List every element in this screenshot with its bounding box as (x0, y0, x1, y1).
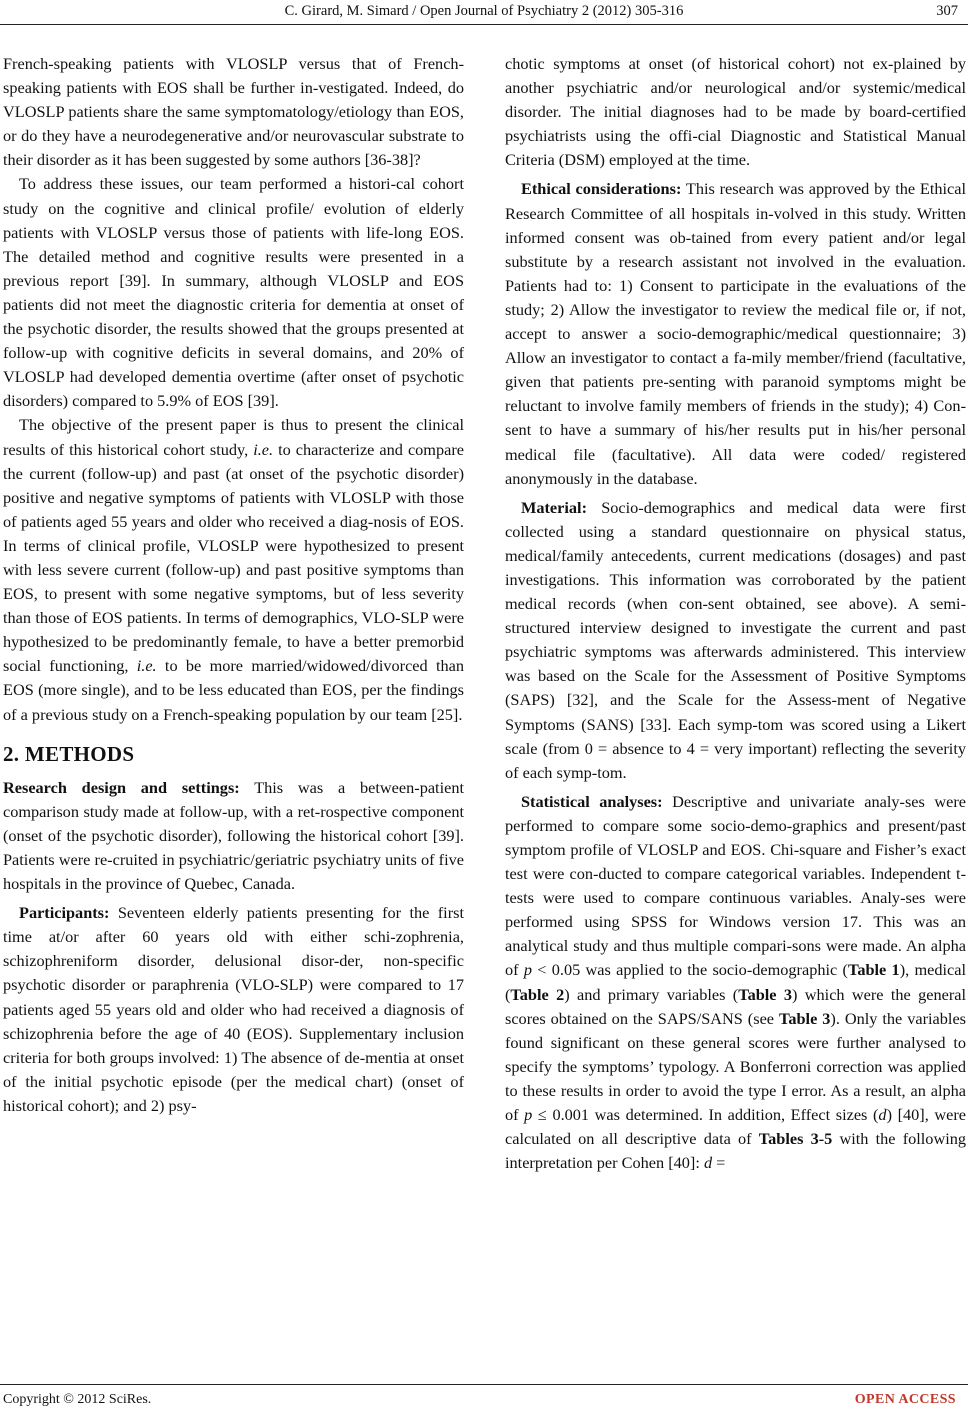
research-design-label: Research design and settings: (3, 777, 240, 797)
right-column (505, 52, 966, 1175)
statistics-text-i: with the following interpretation per Cohen [40]: (505, 1129, 967, 1173)
statistics-text-f: ). Only the variables found significant on these general scores were further analysed to specify the symptoms’ typology. A Bonferroni correction was applied to these results in order to avoid the type I error. As a result, an alpha of (505, 1008, 967, 1125)
d-symbol-2: d (703, 1153, 713, 1173)
objective-text-a: The objective of the present paper is thus to present the clinical results of this historical cohort study, (3, 415, 464, 459)
material-paragraph (505, 496, 966, 785)
statistics-text-b: < 0.05 was applied to the socio-demographic ( (532, 960, 848, 980)
table-3-ref: Table 3 (738, 984, 793, 1004)
statistics-text-g: ≤ 0.001 was determined. In addition, Effect sizes ( (532, 1105, 879, 1125)
statistics-text-c: ), medical ( (505, 960, 966, 1004)
statistics-label: Statistical analyses: (521, 791, 663, 811)
ethics-paragraph (505, 177, 966, 490)
page-header (0, 0, 968, 22)
participants-label: Participants: (19, 903, 110, 923)
statistics-paragraph (505, 790, 966, 1176)
table-3-ref-2: Table 3 (778, 1008, 831, 1028)
ethics-label: Ethical considerations: (521, 179, 682, 199)
left-column (3, 52, 464, 1118)
material-text: Socio-demographics and medical data were first collected using a standard questionnaire on physical status, medical/family antecedents, current medications (dosages) and past investigations. This information was corroborated by the patient medical records (when con-sent obtained, see above). A semi-structured interview designed to investigate the current and past psychiatric symptoms was afterwards administered. This interview was based on the Scale for the Assessment of Positive Symptoms (SAPS) [32], and the Scale for the Assess-ment of Negative Symptoms (SANS) [33]. Each symp-tom was scored using a Likert scale (from 0 = absence to 4 = very important) reflecting the severity of each symp-tom. (505, 497, 966, 782)
tables-3-5-ref: Tables 3-5 (758, 1129, 833, 1149)
statistics-text-e: ) which were the general scores obtained on the SAPS/SANS (see (505, 984, 966, 1028)
table-2-ref: Table 2 (510, 984, 565, 1004)
research-design-paragraph (3, 776, 464, 896)
ie-abbrev-2: i.e. (136, 656, 157, 676)
intro-paragraph-2: To address these issues, our team performed a histori-cal cohort study on the cognitive and clinical profile/ evolution of elderly patients with VLOSLP versus those of patients with life-long EOS. The detailed method and cognitive results were presented in a previous report [39]. In summary, although VLOSLP and EOS patients did not meet the diagnostic criteria for dementia at onset of the psychotic disorder, the results showed that the groups presented at follow-up with cognitive deficits in several domains, and 20% of VLOSLP had developed dementia overtime (after onset of psychotic disorders) compared to 5.9% of EOS [39]. (3, 174, 464, 411)
material-label: Material: (521, 497, 587, 517)
statistics-text-h: ) [40], were calculated on all descriptive data of (505, 1105, 967, 1149)
participants-text: Seventeen elderly patients presenting for the first time at/or after 60 years old with either schi-zophrenia, schizophreniform disorder, delusional disor-der, non-specific psychotic disorder or paraphrenia (VLO-SLP) were compared to 17 patients aged 55 years old and older who had received a diagnosis of schizophrenia before the age of 40 (EOS). Supplementary inclusion criteria for both groups involved: 1) The absence of de-mentia at onset of the initial psychotic episode (per the medical chart) (onset of historical cohort); and 2) psy- (3, 903, 464, 1115)
p-symbol-1: p (523, 960, 532, 980)
statistics-text-a: Descriptive and univariate analy-ses were performed to compare some socio-demo-graphics and present/past symptom profile of VLOSLP and EOS. Chi-square and Fisher’s exact test were con-ducted to compare categorical variables. Independent t-tests were used to compare continuous variables. Analy-ses were performed using SPSS for Windows version 17. This was an analytical study and thus multiple compari-sons were made. An alpha of (505, 791, 967, 980)
running-title: C. Girard, M. Simard / Open Journal of Psychiatry 2 (2012) 305-316 (284, 3, 684, 19)
participants-continued: chotic symptoms at onset (of historical cohort) not ex-plained by another psychiatric and/or neurological and/or systemic/medical disorder. The initial diagnoses had to be made by board-certified psychiatrists using the offi-cial Diagnostic and Statistical Manual Criteria (DSM) employed at the time. (505, 54, 966, 170)
page-number: 307 (936, 3, 958, 19)
objective-paragraph (3, 413, 464, 726)
research-design-text: This was a between-patient comparison study made at follow-up, with a ret-rospective component (onset of the psychotic disorder), following the historical cohort [39]. Patients were re-cruited in psychiatric/geriatric psychiatry units of five hospitals in the province of Quebec, Canada. (3, 777, 464, 894)
methods-heading: 2. METHODS (3, 741, 135, 766)
objective-text-b: to characterize and compare the current (follow-up) and past (at onset of the psychotic disorder) positive and negative symptoms of patients with VLOSLP with those of patients aged 55 years and older who received a diag-nosis of EOS. In terms of clinical profile, VLOSLP were hypothesized to present with less severe current (follow-up) and past positive symptoms than EOS, to present with some negative symptoms, but of less severity than those of EOS patients. In terms of demographics, VLO-SLP were hypothesized to be predominantly female, to have a better premorbid social functioning, (3, 439, 464, 676)
intro-paragraph-1: French-speaking patients with VLOSLP versus that of French-speaking patients with EOS shall be further in-vestigated. Indeed, do VLOSLP patients share the same symptomatology/etiology than EOS, or do they have a neurodegenerative and/or neurovascular substrate to their disorder as it has been suggested by some authors [36-38]? (3, 54, 464, 170)
statistics-text-j: = (712, 1153, 726, 1173)
ethics-text: This research was approved by the Ethical Research Committee of all hospitals in-volved in this study. Written informed consent was ob-tained from every patient and/or legal substitute by a research assistant not involved in the evaluation. Patients had to: 1) Consent to participate in the evaluations of the study; 2) Allow the investigator to review the medical file or, if not, accept to answer a socio-demographic/medical questionnaire; 3) Allow an investigator to contact a fa-mily member/friend (facultative, given that patients pre-senting with paranoid symptoms might be reluctant to involve family members of friends in the study); 4) Con-sent to have a summary of his/her results put in his/her personal medical file (facultative). All data were coded/ registered anonymously in the database. (505, 179, 966, 488)
header-rule (0, 24, 968, 25)
ie-abbrev-1: i.e. (253, 439, 274, 459)
table-1-ref: Table 1 (847, 960, 900, 980)
participants-paragraph (3, 901, 464, 1118)
open-access-label: OPEN ACCESS (854, 1392, 956, 1407)
d-symbol-1: d (878, 1105, 887, 1125)
statistics-text-d: ) and primary variables ( (564, 984, 739, 1004)
p-symbol-2: p (524, 1105, 533, 1125)
footer-rule (0, 1384, 968, 1385)
copyright-text: Copyright © 2012 SciRes. (3, 1392, 152, 1407)
objective-text-c: to be more married/widowed/divorced than EOS (more single), and to be less educated than EOS, per the findings of a previous study on a French-speaking population by our team [25]. (3, 656, 465, 724)
